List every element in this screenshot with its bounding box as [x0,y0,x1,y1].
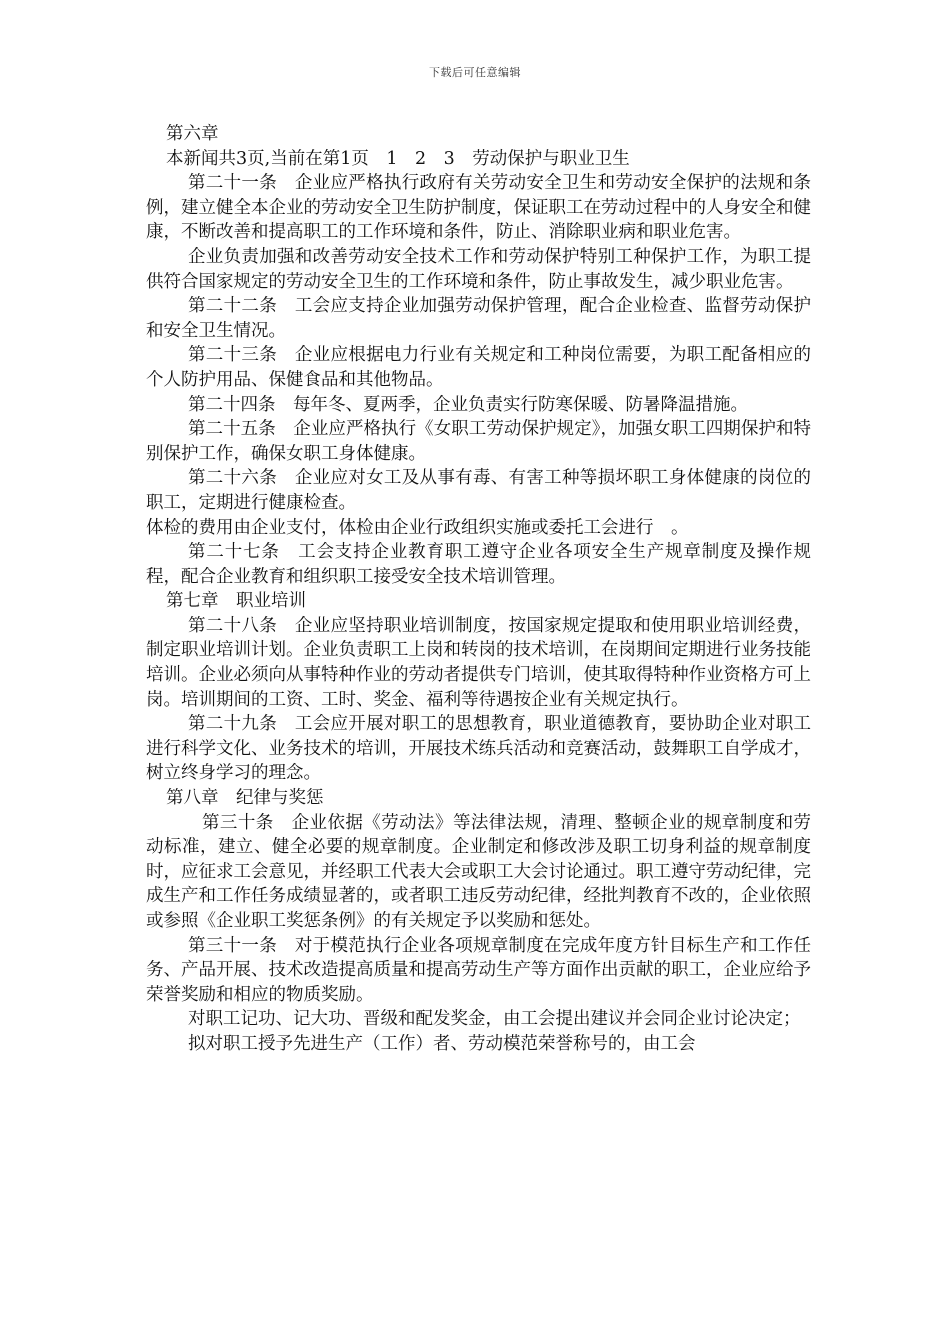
article-31-paragraph-2: 对职工记功、记大功、晋级和配发奖金，由工会提出建议并会同企业讨论决定； [188,1009,801,1030]
article-21-paragraph-2: 企业负责加强和改善劳动安全技术工作和劳动保护特别工种保护工作，为职工提供符合国家规定的劳动安全卫生的工作环境和条件，防止事故发生，减少职业危害。 [146,246,811,292]
article-25: 第二十五条 企业应严格执行《女职工劳动保护规定》，加强女职工四期保护和特别保护工作，确保女职工身体健康。 [146,419,811,464]
news-pagination-line: 本新闻共3页,当前在第1页 1 2 3 劳动保护与职业卫生 [166,148,630,169]
page-header-watermark: 下载后可任意编辑 [429,66,521,79]
document-body [146,122,811,1057]
article-31-paragraph-3: 拟对职工授予先进生产（工作）者、劳动模范荣誉称号的，由工会 [188,1033,696,1054]
article-21: 第二十一条 企业应严格执行政府有关劳动安全卫生和劳动安全保护的法规和条例，建立健全本企业的劳动安全卫生防护制度，保证职工在劳动过程中的人身安全和健康，不断改善和提高职工的工作环境和条件，防止、消除职业病和职业危害。 [146,173,811,243]
chapter-7-heading: 第七章 职业培训 [166,591,306,612]
article-28: 第二十八条 企业应坚持职业培训制度，按国家规定提取和使用职业培训经费，制定职业培训计划。企业负责职工上岗和转岗的技术培训，在岗期间定期进行业务技能培训。企业必须向从事特种作业的劳动者提供专门培训，使其取得特种作业资格方可上岗。培训期间的工资、工时、奖金、福利等待遇按企业有关规定执行。 [146,615,811,710]
article-23: 第二十三条 企业应根据电力行业有关规定和工种岗位需要，为职工配备相应的个人防护用品、保健食品和其他物品。 [146,345,811,390]
article-31: 第三十一条 对于模范执行企业各项规章制度在完成年度方针目标生产和工作任务、产品开展、技术改造提高质量和提高劳动生产等方面作出贡献的职工，企业应给予荣誉奖励和相应的物质奖励。 [146,935,811,1005]
article-30: 第三十条 企业依据《劳动法》等法律法规，清理、整顿企业的规章制度和劳动标准，建立、健全必要的规章制度。企业制定和修改涉及职工切身利益的规章制度时，应征求工会意见，并经职工代表大会或职工大会讨论通过。职工遵守劳动纪律，完成生产和工作任务成绩显著的，或者职工违反劳动纪律，经批判教育不改的，企业依照或参照《企业职工奖惩条例》的有关规定予以奖励和惩处。 [146,812,811,931]
article-24: 第二十四条 每年冬、夏两季，企业负责实行防寒保暖、防暑降温措施。 [188,394,748,415]
article-26-paragraph-2: 体检的费用由企业支付，体检由企业行政组织实施或委托工会进行 。 [146,517,689,538]
article-26: 第二十六条 企业应对女工及从事有毒、有害工种等损坏职工身体健康的岗位的职工，定期进行健康检查。 [146,468,811,513]
article-22: 第二十二条 工会应支持企业加强劳动保护管理，配合企业检查、监督劳动保护和安全卫生情况。 [146,296,811,341]
chapter-8-heading: 第八章 纪律与奖惩 [166,788,324,809]
article-27: 第二十七条 工会支持企业教育职工遵守企业各项安全生产规章制度及操作规程，配合企业教育和组织职工接受安全技术培训管理。 [146,542,811,587]
chapter-heading: 第六章 [166,124,219,144]
article-29: 第二十九条 工会应开展对职工的思想教育，职业道德教育，要协助企业对职工进行科学文化、业务技术的培训，开展技术练兵活动和竞赛活动，鼓舞职工自学成才，树立终身学习的理念。 [146,714,811,784]
